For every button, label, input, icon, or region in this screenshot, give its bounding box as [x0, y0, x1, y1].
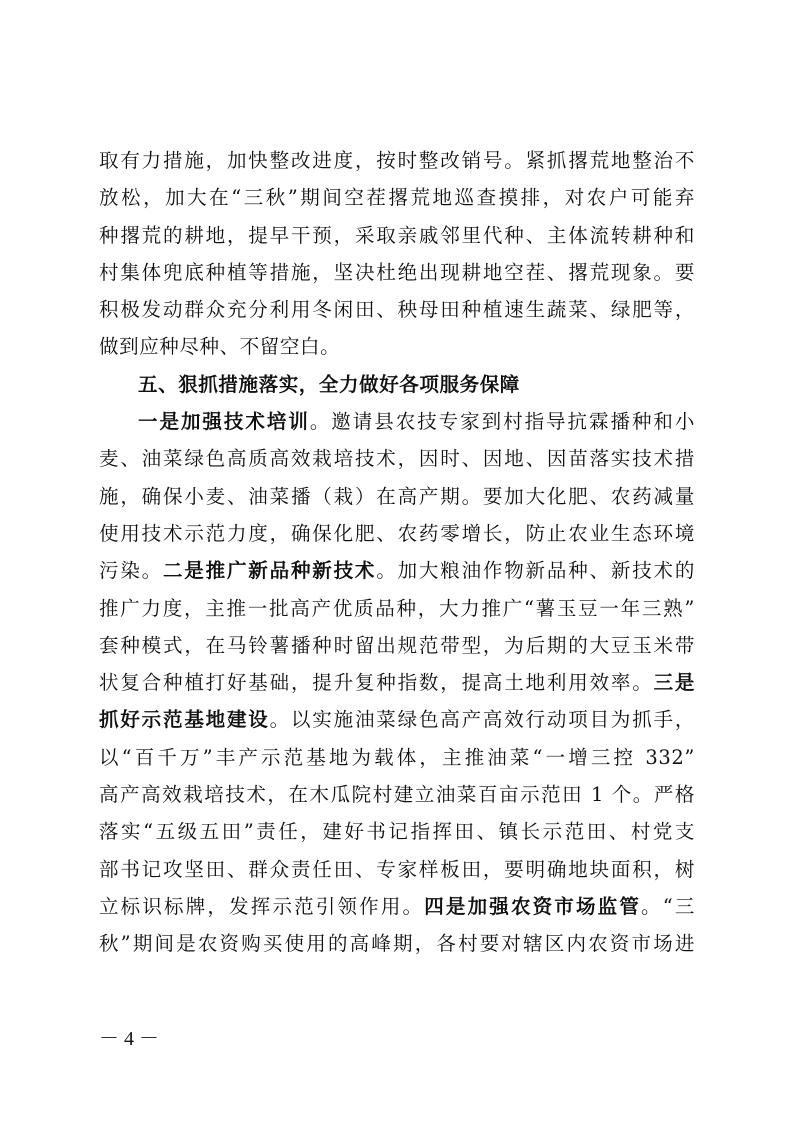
text-line: 使用技术示范力度，确保化肥、农药零增长，防止农业生态环境 — [99, 521, 695, 545]
text-line: 积极发动群众充分利用冬闲田、秧母田种植速生蔬菜、绿肥等， — [99, 298, 695, 322]
text-line: 麦、油菜绿色高质高效栽培技术，因时、因地、因苗落实技术措 — [99, 447, 695, 471]
text-line — [99, 664, 695, 701]
text-line: 部书记攻坚田、群众责任田、专家样板田，要明确地块面积，树 — [99, 857, 695, 881]
text-fragment: 污染。 — [99, 559, 163, 583]
bold-lead: 抓好示范基地建设 — [99, 708, 270, 732]
bold-lead: 四是加强农资市场监管 — [424, 894, 642, 918]
section-heading: 五、狠抓措施落实，全力做好各项服务保障 — [138, 372, 520, 396]
text-fragment: 。邀请县农技专家到村指导抗霖播种和小 — [309, 410, 695, 434]
page-number: － 4 － — [99, 1028, 159, 1050]
text-line: 种撂荒的耕地，提早干预，采取亲戚邻里代种、主体流转耕种和 — [99, 223, 695, 247]
text-fragment: 。“三 — [641, 894, 695, 918]
text-line — [99, 552, 695, 589]
text-line: 秋”期间是农资购买使用的高峰期，各村要对辖区内农资市场进 — [99, 932, 695, 956]
text-line: 放松，加大在“三秋”期间空茬撂荒地巡查摸排，对农户可能弃 — [99, 186, 695, 210]
text-line: 推广力度，主推一批高产优质品种，大力推广“薯玉豆一年三熟” — [99, 596, 695, 620]
text-line: 高产高效栽培技术，在木瓜院村建立油菜百亩示范田 1 个。严格 — [99, 783, 695, 807]
text-fragment: 。以实施油菜绿色高产高效行动项目为抓手， — [269, 708, 695, 732]
bold-lead: 三是 — [653, 671, 695, 695]
text-fragment: 立标识标牌，发挥示范引领作用。 — [99, 894, 425, 918]
bold-lead: 一是加强技术培训 — [138, 410, 310, 434]
text-line: 落实“五级五田”责任，建好书记指挥田、镇长示范田、村党支 — [99, 820, 695, 844]
text-line: 取有力措施，加快整改进度，按时整改销号。紧抓撂荒地整治不 — [99, 149, 695, 172]
body-text — [99, 142, 695, 963]
text-fragment: 状复合种植打好基础，提升复种指数，提高土地利用效率。 — [99, 671, 654, 695]
text-line: 以“百千万”丰产示范基地为载体，主推油菜“一增三控 332” — [99, 745, 695, 769]
text-line — [99, 403, 695, 440]
text-line — [99, 888, 695, 925]
text-line: 做到应种尽种、不留空白。 — [99, 335, 341, 359]
text-line — [99, 701, 695, 738]
text-line: 施，确保小麦、油菜播（栽）在高产期。要加大化肥、农药减量 — [99, 484, 695, 508]
text-line: 套种模式，在马铃薯播种时留出规范带型，为后期的大豆玉米带 — [99, 633, 695, 657]
bold-lead: 二是推广新品种新技术 — [162, 559, 377, 583]
text-fragment: 。加大粮油作物新品种、新技术的 — [376, 559, 695, 583]
text-line: 村集体兜底种植等措施，坚决杜绝出现耕地空茬、撂荒现象。要 — [99, 260, 695, 284]
